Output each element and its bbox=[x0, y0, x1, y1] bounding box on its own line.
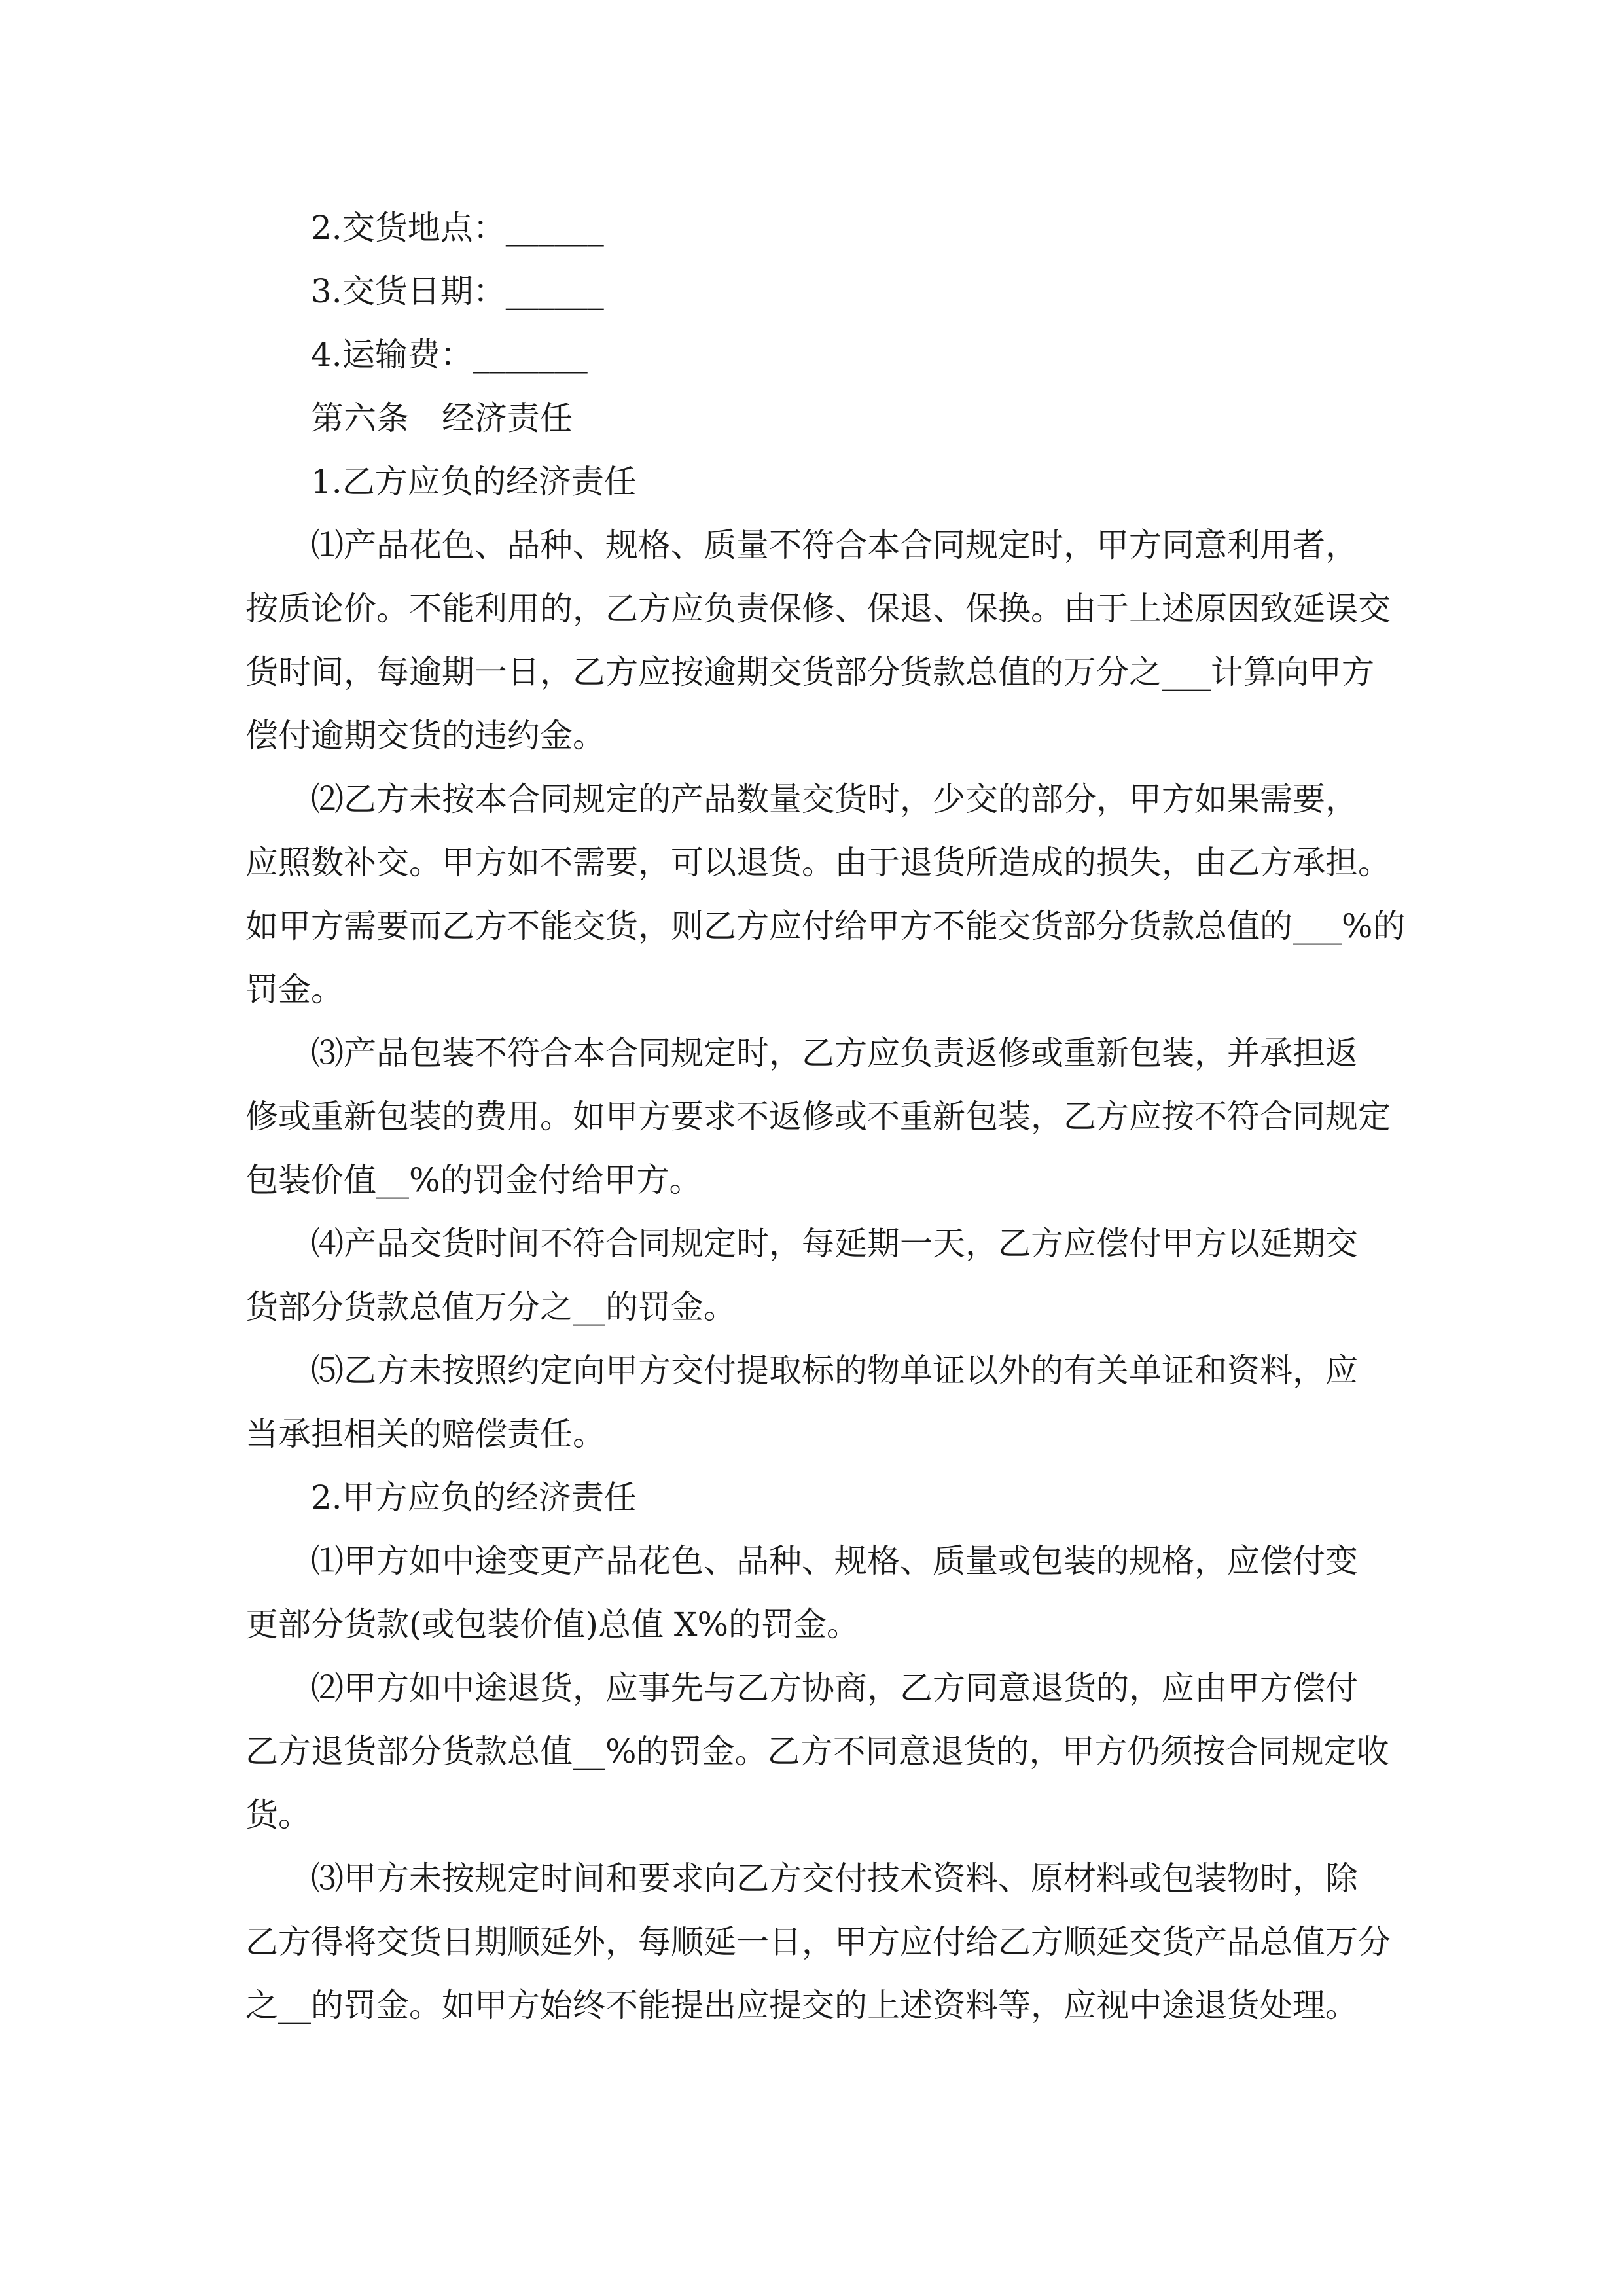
document-line: 2.交货地点：______ bbox=[311, 209, 604, 247]
document-line: 1.乙方应负的经济责任 bbox=[311, 463, 637, 501]
document-line: ⑷产品交货时间不符合同规定时，每延期一天，乙方应偿付甲方以延期交 bbox=[311, 1225, 1358, 1263]
document-line: 包装价值__%的罚金付给甲方。 bbox=[245, 1161, 702, 1199]
document-line: 乙方退货部分货款总值__%的罚金。乙方不同意退货的，甲方仍须按合同规定收 bbox=[245, 1732, 1389, 1770]
document-line: 3.交货日期：______ bbox=[311, 272, 604, 310]
document-line: ⑴甲方如中途变更产品花色、品种、规格、质量或包装的规格，应偿付变 bbox=[311, 1542, 1358, 1580]
document-line: ⑵甲方如中途退货，应事先与乙方协商，乙方同意退货的，应由甲方偿付 bbox=[311, 1669, 1358, 1707]
document-line: ⑵乙方未按本合同规定的产品数量交货时，少交的部分，甲方如果需要， bbox=[311, 780, 1358, 818]
document-line: 应照数补交。甲方如不需要，可以退货。由于退货所造成的损失，由乙方承担。 bbox=[245, 844, 1391, 882]
document-line: 更部分货款(或包装价值)总值 X%的罚金。 bbox=[245, 1605, 860, 1643]
document-line: 按质论价。不能利用的，乙方应负责保修、保退、保换。由于上述原因致延误交 bbox=[245, 590, 1391, 628]
document-line: 乙方得将交货日期顺延外，每顺延一日，甲方应付给乙方顺延交货产品总值万分 bbox=[245, 1923, 1391, 1961]
document-line: 如甲方需要而乙方不能交货，则乙方应付给甲方不能交货部分货款总值的___%的 bbox=[245, 907, 1406, 945]
document-line: 第六条 经济责任 bbox=[311, 399, 573, 437]
document-line: 货。 bbox=[245, 1796, 311, 1834]
document-line: 当承担相关的赔偿责任。 bbox=[245, 1415, 605, 1453]
document-line: 罚金。 bbox=[245, 971, 344, 1009]
document-line: ⑸乙方未按照约定向甲方交付提取标的物单证以外的有关单证和资料，应 bbox=[311, 1352, 1358, 1390]
document-line: 4.运输费：_______ bbox=[311, 336, 588, 374]
document-line: 修或重新包装的费用。如甲方要求不返修或不重新包装，乙方应按不符合同规定 bbox=[245, 1098, 1391, 1136]
document-line: ⑶甲方未按规定时间和要求向乙方交付技术资料、原材料或包装物时，除 bbox=[311, 1859, 1358, 1897]
document-line: 货时间，每逾期一日，乙方应按逾期交货部分货款总值的万分之___计算向甲方 bbox=[245, 653, 1374, 691]
document-line: ⑴产品花色、品种、规格、质量不符合本合同规定时，甲方同意利用者， bbox=[311, 526, 1358, 564]
document-line: 2.甲方应负的经济责任 bbox=[311, 1479, 637, 1516]
document-body bbox=[245, 196, 1406, 2037]
document-line: 之__的罚金。如甲方始终不能提出应提交的上述资料等，应视中途退货处理。 bbox=[245, 1986, 1358, 2024]
document-line: 货部分货款总值万分之__的罚金。 bbox=[245, 1288, 736, 1326]
document-line: 偿付逾期交货的违约金。 bbox=[245, 717, 605, 755]
document-line: ⑶产品包装不符合本合同规定时，乙方应负责返修或重新包装，并承担返 bbox=[311, 1034, 1358, 1072]
